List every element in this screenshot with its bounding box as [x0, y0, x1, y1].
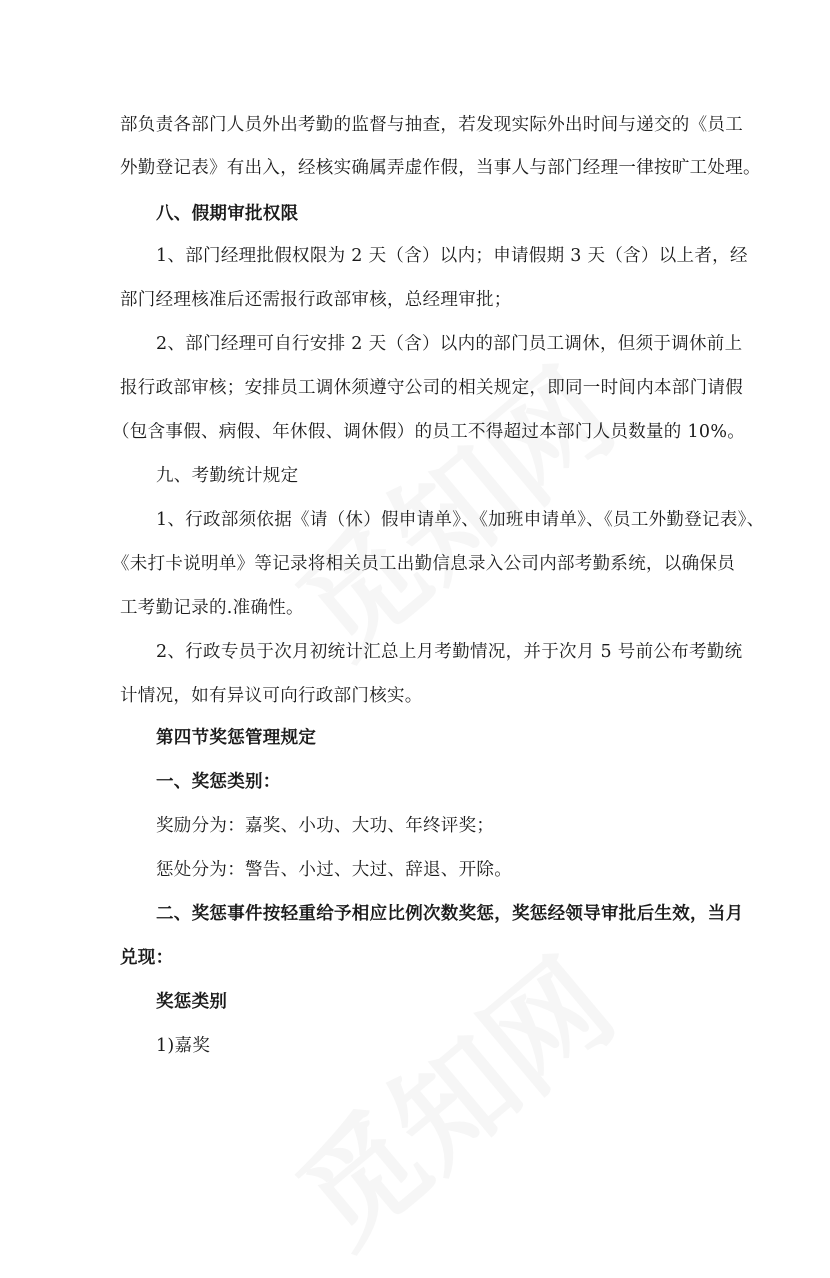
paragraph-line: 报行政部审核；安排员工调休须遵守公司的相关规定，即同一时间内本部门请假 [120, 378, 743, 398]
subsection-heading: 奖惩类别 [156, 992, 228, 1012]
paragraph-line: 惩处分为：警告、小过、大过、辞退、开除。 [156, 860, 512, 880]
paragraph-line: 2、部门经理可自行安排 2 天（含）以内的部门员工调休，但须于调休前上 [156, 334, 743, 354]
watermark [257, 914, 643, 1277]
subsection-heading: 二、奖惩事件按轻重给予相应比例次数奖惩，奖惩经领导审批后生效，当月 [156, 904, 744, 924]
paragraph-line: 1、部门经理批假权限为 2 天（含）以内；申请假期 3 天（含）以上者，经 [156, 246, 748, 266]
subsection-heading: 一、奖惩类别： [156, 772, 281, 792]
paragraph-line: 工考勤记录的.准确性。 [120, 598, 304, 618]
paragraph-line: 部负责各部门人员外出考勤的监督与抽查，若发现实际外出时间与递交的《员工 [120, 115, 743, 135]
paragraph-line: （包含事假、病假、年休假、调休假）的员工不得超过本部门人员数量的 10%。 [112, 422, 746, 442]
list-item: 1)嘉奖 [156, 1036, 211, 1056]
section-title: 第四节奖惩管理规定 [156, 728, 317, 748]
paragraph-line: 部门经理核准后还需报行政部审核，总经理审批； [120, 290, 512, 310]
paragraph-line: 2、行政专员于次月初统计汇总上月考勤情况，并于次月 5 号前公布考勤统 [156, 642, 743, 662]
paragraph-line: 外勤登记表》有出入，经核实确属弄虚作假，当事人与部门经理一律按旷工处理。 [120, 158, 761, 178]
subsection-heading: 兑现： [120, 948, 174, 968]
section-heading: 八、假期审批权限 [156, 204, 299, 224]
paragraph-line: 计情况，如有异议可向行政部门核实。 [120, 686, 423, 706]
paragraph-line: 1、行政部须依据《请（休）假申请单》、《加班申请单》、《员工外勤登记表》、 [156, 510, 765, 530]
section-heading: 九、考勤统计规定 [156, 466, 299, 486]
paragraph-line: 《未打卡说明单》等记录将相关员工出勤信息录入公司内部考勤系统，以确保员 [112, 554, 735, 574]
paragraph-line: 奖励分为：嘉奖、小功、大功、年终评奖； [156, 816, 495, 836]
